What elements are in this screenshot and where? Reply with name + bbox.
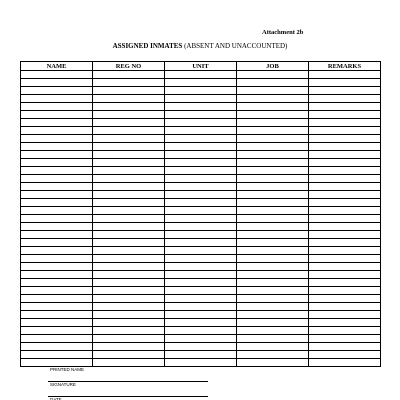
table-cell[interactable] <box>93 151 165 159</box>
table-cell[interactable] <box>21 135 93 143</box>
table-row <box>21 143 381 151</box>
table-cell[interactable] <box>309 303 381 311</box>
table-cell[interactable] <box>165 303 237 311</box>
table-cell[interactable] <box>309 271 381 279</box>
table-cell[interactable] <box>237 359 309 367</box>
table-cell[interactable] <box>165 111 237 119</box>
table-cell[interactable] <box>237 351 309 359</box>
table-cell[interactable] <box>309 135 381 143</box>
table-cell[interactable] <box>165 87 237 95</box>
table-cell[interactable] <box>309 239 381 247</box>
table-cell[interactable] <box>165 175 237 183</box>
form-title-main: ASSIGNED INMATES <box>112 42 183 50</box>
table-cell[interactable] <box>309 167 381 175</box>
table-cell[interactable] <box>237 175 309 183</box>
table-cell[interactable] <box>21 143 93 151</box>
table-cell[interactable] <box>165 271 237 279</box>
table-cell[interactable] <box>21 279 93 287</box>
table-cell[interactable] <box>21 111 93 119</box>
table-cell[interactable] <box>237 151 309 159</box>
table-row <box>21 191 381 199</box>
table-row <box>21 343 381 351</box>
table-cell[interactable] <box>93 215 165 223</box>
table-cell[interactable] <box>309 183 381 191</box>
table-cell[interactable] <box>309 111 381 119</box>
table-cell[interactable] <box>21 263 93 271</box>
table-row <box>21 79 381 87</box>
table-cell[interactable] <box>21 103 93 111</box>
date-label: DATE <box>50 397 62 400</box>
table-cell[interactable] <box>165 215 237 223</box>
table-row <box>21 183 381 191</box>
column-header-remarks: REMARKS <box>309 62 381 71</box>
table-cell[interactable] <box>21 167 93 175</box>
table-cell[interactable] <box>21 287 93 295</box>
table-cell[interactable] <box>165 279 237 287</box>
column-header-unit: UNIT <box>165 62 237 71</box>
table-row <box>21 295 381 303</box>
table-cell[interactable] <box>21 335 93 343</box>
table-cell[interactable] <box>21 119 93 127</box>
table-cell[interactable] <box>165 95 237 103</box>
table-cell[interactable] <box>237 287 309 295</box>
table-cell[interactable] <box>93 319 165 327</box>
table-cell[interactable] <box>93 87 165 95</box>
table-cell[interactable] <box>93 103 165 111</box>
table-cell[interactable] <box>237 143 309 151</box>
table-cell[interactable] <box>309 295 381 303</box>
table-cell[interactable] <box>21 175 93 183</box>
table-cell[interactable] <box>237 335 309 343</box>
table-cell[interactable] <box>309 87 381 95</box>
table-cell[interactable] <box>309 103 381 111</box>
table-cell[interactable] <box>93 223 165 231</box>
table-cell[interactable] <box>237 255 309 263</box>
table-cell[interactable] <box>237 167 309 175</box>
table-cell[interactable] <box>93 175 165 183</box>
table-cell[interactable] <box>165 247 237 255</box>
table-cell[interactable] <box>21 159 93 167</box>
table-cell[interactable] <box>93 311 165 319</box>
table-cell[interactable] <box>165 71 237 79</box>
table-row <box>21 319 381 327</box>
table-cell[interactable] <box>309 263 381 271</box>
table-row <box>21 151 381 159</box>
table-cell[interactable] <box>237 231 309 239</box>
table-cell[interactable] <box>165 191 237 199</box>
table-cell[interactable] <box>237 111 309 119</box>
signature-label: SIGNATURE <box>50 382 76 387</box>
table-cell[interactable] <box>237 319 309 327</box>
table-cell[interactable] <box>165 223 237 231</box>
table-cell[interactable] <box>309 231 381 239</box>
table-cell[interactable] <box>237 71 309 79</box>
table-cell[interactable] <box>21 311 93 319</box>
table-cell[interactable] <box>93 127 165 135</box>
table-row <box>21 159 381 167</box>
table-cell[interactable] <box>93 159 165 167</box>
table-cell[interactable] <box>21 295 93 303</box>
table-row <box>21 247 381 255</box>
table-cell[interactable] <box>165 103 237 111</box>
table-row <box>21 271 381 279</box>
table-row <box>21 175 381 183</box>
table-cell[interactable] <box>93 247 165 255</box>
form-title <box>0 42 400 50</box>
table-cell[interactable] <box>309 71 381 79</box>
table-cell[interactable] <box>165 127 237 135</box>
table-cell[interactable] <box>309 79 381 87</box>
table-cell[interactable] <box>93 303 165 311</box>
table-cell[interactable] <box>309 159 381 167</box>
table-cell[interactable] <box>93 111 165 119</box>
table-row <box>21 95 381 103</box>
table-cell[interactable] <box>93 95 165 103</box>
table-cell[interactable] <box>309 287 381 295</box>
table-cell[interactable] <box>93 287 165 295</box>
table-row <box>21 167 381 175</box>
table-cell[interactable] <box>165 183 237 191</box>
table-row <box>21 327 381 335</box>
table-cell[interactable] <box>237 247 309 255</box>
table-cell[interactable] <box>21 215 93 223</box>
table-row <box>21 127 381 135</box>
column-header-reg-no: REG NO <box>93 62 165 71</box>
table-cell[interactable] <box>165 199 237 207</box>
table-body <box>21 71 381 367</box>
table-cell[interactable] <box>21 191 93 199</box>
table-cell[interactable] <box>237 263 309 271</box>
table-cell[interactable] <box>165 143 237 151</box>
table-row <box>21 287 381 295</box>
table-cell[interactable] <box>93 255 165 263</box>
table-row <box>21 231 381 239</box>
table-cell[interactable] <box>21 183 93 191</box>
table-cell[interactable] <box>237 79 309 87</box>
table-cell[interactable] <box>309 351 381 359</box>
table-cell[interactable] <box>237 295 309 303</box>
table-cell[interactable] <box>93 71 165 79</box>
table-cell[interactable] <box>21 271 93 279</box>
table-row <box>21 263 381 271</box>
table-cell[interactable] <box>21 151 93 159</box>
table-cell[interactable] <box>309 215 381 223</box>
table-cell[interactable] <box>93 239 165 247</box>
table-cell[interactable] <box>93 343 165 351</box>
table-cell[interactable] <box>21 87 93 95</box>
table-cell[interactable] <box>93 135 165 143</box>
table-cell[interactable] <box>309 151 381 159</box>
table-cell[interactable] <box>93 327 165 335</box>
table-cell[interactable] <box>237 303 309 311</box>
table-cell[interactable] <box>93 199 165 207</box>
table-cell[interactable] <box>309 335 381 343</box>
table-row <box>21 255 381 263</box>
table-cell[interactable] <box>309 119 381 127</box>
table-cell[interactable] <box>93 263 165 271</box>
table-cell[interactable] <box>237 159 309 167</box>
attachment-label: Attachment 2b <box>262 29 304 36</box>
table-row <box>21 103 381 111</box>
table-cell[interactable] <box>165 343 237 351</box>
table-cell[interactable] <box>237 103 309 111</box>
table-cell[interactable] <box>309 191 381 199</box>
table-cell[interactable] <box>309 95 381 103</box>
table-cell[interactable] <box>165 119 237 127</box>
table-cell[interactable] <box>165 239 237 247</box>
table-row <box>21 311 381 319</box>
table-cell[interactable] <box>237 95 309 103</box>
table-cell[interactable] <box>237 207 309 215</box>
table-row <box>21 351 381 359</box>
table-cell[interactable] <box>21 255 93 263</box>
table-cell[interactable] <box>93 279 165 287</box>
table-cell[interactable] <box>309 143 381 151</box>
table-row <box>21 335 381 343</box>
column-header-name: NAME <box>21 62 93 71</box>
table-cell[interactable] <box>237 215 309 223</box>
table-cell[interactable] <box>21 127 93 135</box>
table-cell[interactable] <box>165 327 237 335</box>
table-cell[interactable] <box>309 199 381 207</box>
table-cell[interactable] <box>165 167 237 175</box>
table-cell[interactable] <box>237 135 309 143</box>
table-cell[interactable] <box>21 351 93 359</box>
table-cell[interactable] <box>165 207 237 215</box>
date-line[interactable] <box>48 396 208 397</box>
table-cell[interactable] <box>309 311 381 319</box>
form-title-sub: (ABSENT AND UNACCOUNTED) <box>184 42 288 50</box>
table-cell[interactable] <box>21 79 93 87</box>
table-cell[interactable] <box>21 303 93 311</box>
table-cell[interactable] <box>93 295 165 303</box>
table-cell[interactable] <box>93 351 165 359</box>
table-row <box>21 119 381 127</box>
printed-name-label: PRINTED NAME <box>50 367 85 372</box>
table-cell[interactable] <box>237 87 309 95</box>
table-cell[interactable] <box>21 319 93 327</box>
table-cell[interactable] <box>237 183 309 191</box>
table-cell[interactable] <box>93 231 165 239</box>
table-cell[interactable] <box>237 279 309 287</box>
table-cell[interactable] <box>165 287 237 295</box>
table-cell[interactable] <box>93 143 165 151</box>
table-cell[interactable] <box>165 351 237 359</box>
table-cell[interactable] <box>237 119 309 127</box>
table-row <box>21 303 381 311</box>
table-cell[interactable] <box>165 255 237 263</box>
table-cell[interactable] <box>165 151 237 159</box>
table-row <box>21 239 381 247</box>
table-cell[interactable] <box>165 335 237 343</box>
table-cell[interactable] <box>309 327 381 335</box>
table-cell[interactable] <box>237 223 309 231</box>
table-cell[interactable] <box>237 127 309 135</box>
table-cell[interactable] <box>309 207 381 215</box>
table-row <box>21 71 381 79</box>
table-cell[interactable] <box>93 119 165 127</box>
table-cell[interactable] <box>93 191 165 199</box>
table-cell[interactable] <box>237 271 309 279</box>
table-cell[interactable] <box>309 127 381 135</box>
table-row <box>21 199 381 207</box>
table-cell[interactable] <box>21 223 93 231</box>
table-row <box>21 111 381 119</box>
table-cell[interactable] <box>309 343 381 351</box>
table-cell[interactable] <box>93 207 165 215</box>
table-cell[interactable] <box>237 343 309 351</box>
table-cell[interactable] <box>93 183 165 191</box>
table-cell[interactable] <box>21 239 93 247</box>
column-header-job: JOB <box>237 62 309 71</box>
table-cell[interactable] <box>21 231 93 239</box>
table-cell[interactable] <box>309 175 381 183</box>
table-cell[interactable] <box>165 319 237 327</box>
table-cell[interactable] <box>21 343 93 351</box>
table-cell[interactable] <box>21 95 93 103</box>
table-cell[interactable] <box>237 327 309 335</box>
inmates-table <box>20 61 381 367</box>
table-row <box>21 207 381 215</box>
table-row <box>21 135 381 143</box>
table-cell[interactable] <box>165 79 237 87</box>
table-cell[interactable] <box>165 295 237 303</box>
table-cell[interactable] <box>21 207 93 215</box>
table-cell[interactable] <box>93 271 165 279</box>
table-row <box>21 223 381 231</box>
table-row <box>21 279 381 287</box>
table-row <box>21 215 381 223</box>
table-cell[interactable] <box>237 239 309 247</box>
table-cell[interactable] <box>21 247 93 255</box>
table-cell[interactable] <box>309 255 381 263</box>
table-cell[interactable] <box>309 247 381 255</box>
table-cell[interactable] <box>309 319 381 327</box>
table-cell[interactable] <box>21 71 93 79</box>
table-cell[interactable] <box>93 335 165 343</box>
table-header-row <box>21 62 381 71</box>
table-cell[interactable] <box>21 199 93 207</box>
table-cell[interactable] <box>93 79 165 87</box>
table-cell[interactable] <box>165 159 237 167</box>
table-cell[interactable] <box>93 167 165 175</box>
table-cell[interactable] <box>21 327 93 335</box>
table-cell[interactable] <box>237 199 309 207</box>
table-cell[interactable] <box>237 311 309 319</box>
table-cell[interactable] <box>165 231 237 239</box>
table-cell[interactable] <box>309 359 381 367</box>
table-cell[interactable] <box>309 279 381 287</box>
table-cell[interactable] <box>165 135 237 143</box>
table-row <box>21 87 381 95</box>
table-cell[interactable] <box>165 311 237 319</box>
table-cell[interactable] <box>309 223 381 231</box>
table-cell[interactable] <box>165 263 237 271</box>
table-cell[interactable] <box>237 191 309 199</box>
